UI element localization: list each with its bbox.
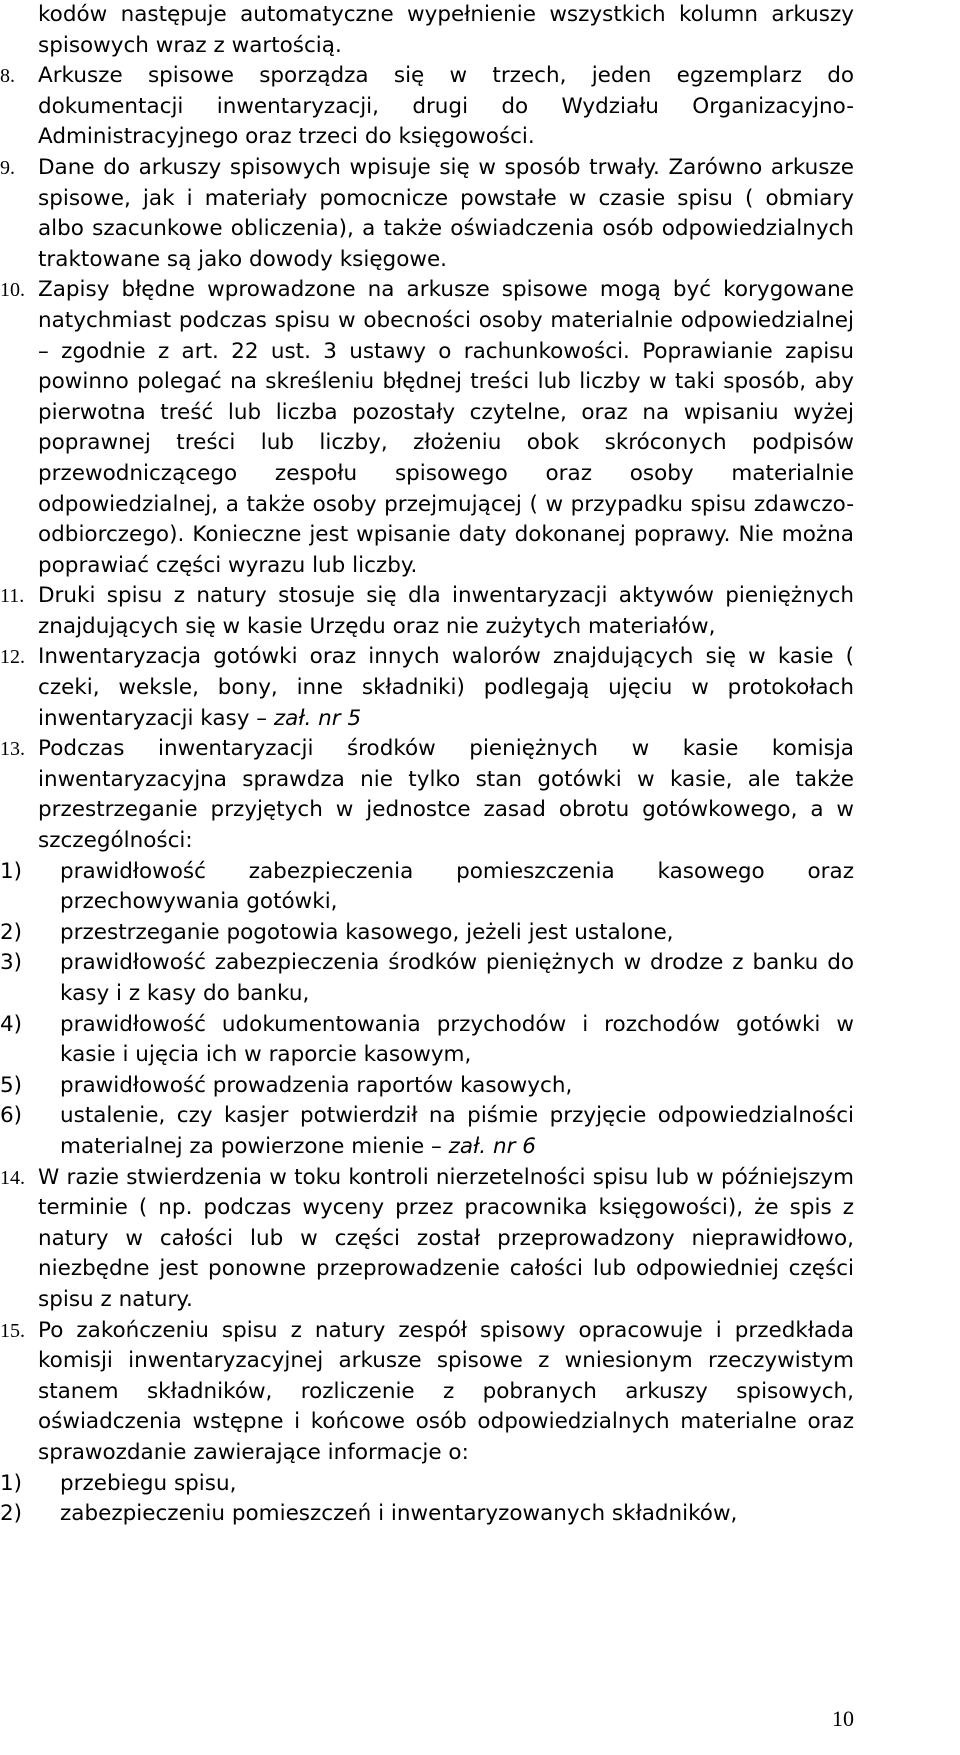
- item-text: Arkusze spisowe sporządza się w trzech, jeden egzemplarz do dokumentacji inwentaryzacji, drugi do Wydziału Organizacyjno-Administracyjnego oraz trzeci do księgowości.: [38, 63, 854, 150]
- numbered-item-8: [0, 61, 854, 153]
- item-text: Podczas inwentaryzacji środków pieniężnych w kasie komisja inwentaryzacyjna sprawdza nie tylko stan gotówki w kasie, ale także przestrzeganie przyjętych w jednostce zasad obrotu gotówkowego, a w szczególności:: [38, 736, 854, 854]
- paragraph-text: kodów następuje automatyczne wypełnienie wszystkich kolumn arkuszy spisowych wraz z wartością.: [38, 2, 854, 58]
- item-text: Inwentaryzacja gotówki oraz innych walorów znajdujących się w kasie ( czeki, weksle, bony, inne składniki) podlegają ujęciu w protokołach inwentaryzacji kasy –: [38, 644, 854, 731]
- subitem-text: ustalenie, czy kasjer potwierdził na piśmie przyjęcie odpowiedzialności materialnej za powierzone mienie –: [60, 1103, 854, 1159]
- attachment-reference: zał. nr 5: [273, 705, 362, 731]
- item-number: 14.: [0, 1166, 25, 1189]
- subitem-number: 1): [0, 1470, 23, 1496]
- subitem-text: zabezpieczeniu pomieszczeń i inwentaryzowanych składników,: [60, 1501, 738, 1527]
- subitem-13-5: [0, 1071, 854, 1102]
- subitem-13-6: [0, 1101, 854, 1162]
- subitem-text: prawidłowość prowadzenia raportów kasowych,: [60, 1072, 573, 1098]
- item-text: W razie stwierdzenia w toku kontroli nierzetelności spisu lub w późniejszym terminie ( np. podczas wyceny przez pracownika księgowości), że spis z natury w całości lub w części został przeprowadzony nieprawidłowo, niezbędne jest ponowne przeprowadzenie całości lub odpowiedniej części spisu z natury.: [38, 1164, 854, 1312]
- subitem-text: prawidłowość udokumentowania przychodów i rozchodów gotówki w kasie i ujęcia ich w raporcie kasowym,: [60, 1011, 854, 1068]
- subitem-number: 2): [0, 919, 23, 945]
- numbered-item-9: [0, 153, 854, 275]
- subitem-15-1: [0, 1469, 854, 1500]
- item-text: Druki spisu z natury stosuje się dla inwentaryzacji aktywów pieniężnych znajdujących się w kasie Urzędu oraz nie zużytych materiałów,: [38, 583, 854, 639]
- item-number: 15.: [0, 1319, 25, 1342]
- subitem-13-4: [0, 1010, 854, 1071]
- subitem-number: 6): [0, 1103, 23, 1129]
- subitem-text: prawidłowość zabezpieczenia środków pieniężnych w drodze z banku do kasy i z kasy do banku,: [60, 950, 854, 1006]
- subitem-13-2: [0, 918, 854, 949]
- item-number: 9.: [0, 156, 15, 179]
- subitem-number: 3): [0, 950, 23, 976]
- subitem-13-1: [0, 857, 854, 918]
- numbered-item-14: [0, 1163, 854, 1316]
- subitem-15-2: [0, 1499, 854, 1530]
- numbered-item-10: [0, 275, 854, 581]
- attachment-reference: zał. nr 6: [448, 1133, 536, 1159]
- numbered-item-12: [0, 642, 854, 734]
- subitem-number: 4): [0, 1011, 23, 1037]
- item-number: 11.: [0, 585, 25, 608]
- item-text: Dane do arkuszy spisowych wpisuje się w sposób trwały. Zarówno arkusze spisowe, jak i materiały pomocnicze powstałe w czasie spisu ( obmiary albo szacunkowe obliczenia), a także oświadczenia osób odpowiedzialnych traktowane są jako dowody księgowe.: [38, 154, 854, 272]
- subitem-number: 2): [0, 1501, 23, 1527]
- subitem-text: prawidłowość zabezpieczenia pomieszczenia kasowego oraz przechowywania gotówki,: [60, 858, 854, 915]
- subitem-number: 1): [0, 858, 23, 884]
- subitem-number: 5): [0, 1072, 23, 1098]
- item-number: 12.: [0, 646, 25, 669]
- item-text: Po zakończeniu spisu z natury zespół spisowy opracowuje i przedkłada komisji inwentaryzacyjnej arkusze spisowe z wniesionym rzeczywistym stanem składników, rozliczenie z pobranych arkuszy spisowych, oświadczenia wstępne i końcowe osób odpowiedzialnych materialne oraz sprawozdanie zawierające informacje o:: [38, 1317, 854, 1465]
- numbered-item-11: [0, 581, 854, 642]
- subitem-text: przestrzeganie pogotowia kasowego, jeżeli jest ustalone,: [60, 919, 674, 945]
- item-number: 13.: [0, 738, 25, 761]
- item-number: 8.: [0, 65, 15, 88]
- item-text: Zapisy błędne wprowadzone na arkusze spisowe mogą być korygowane natychmiast podczas spisu w obecności osoby materialnie odpowiedzialnej – zgodnie z art. 22 ust. 3 ustawy o rachunkowości. Poprawianie zapisu powinno polegać na skreśleniu błędnej treści lub liczby w taki sposób, aby pierwotna treść lub liczba pozostały czytelne, oraz na wpisaniu wyżej poprawnej treści lub liczby, złożeniu obok skróconych podpisów przewodniczącego zespołu spisowego oraz osoby materialnie odpowiedzialnej, a także osoby przejmującej ( w przypadku spisu zdawczo-odbiorczego). Konieczne jest wpisanie daty dokonanej poprawy. Nie można poprawiać części wyrazu lub liczby.: [38, 277, 854, 578]
- subitem-text: przebiegu spisu,: [60, 1470, 237, 1496]
- paragraph-lead: [0, 0, 854, 61]
- numbered-item-15: [0, 1316, 854, 1469]
- subitem-13-3: [0, 948, 854, 1009]
- page-number: 10: [832, 1706, 854, 1731]
- numbered-item-13: [0, 734, 854, 856]
- item-number: 10.: [0, 279, 25, 302]
